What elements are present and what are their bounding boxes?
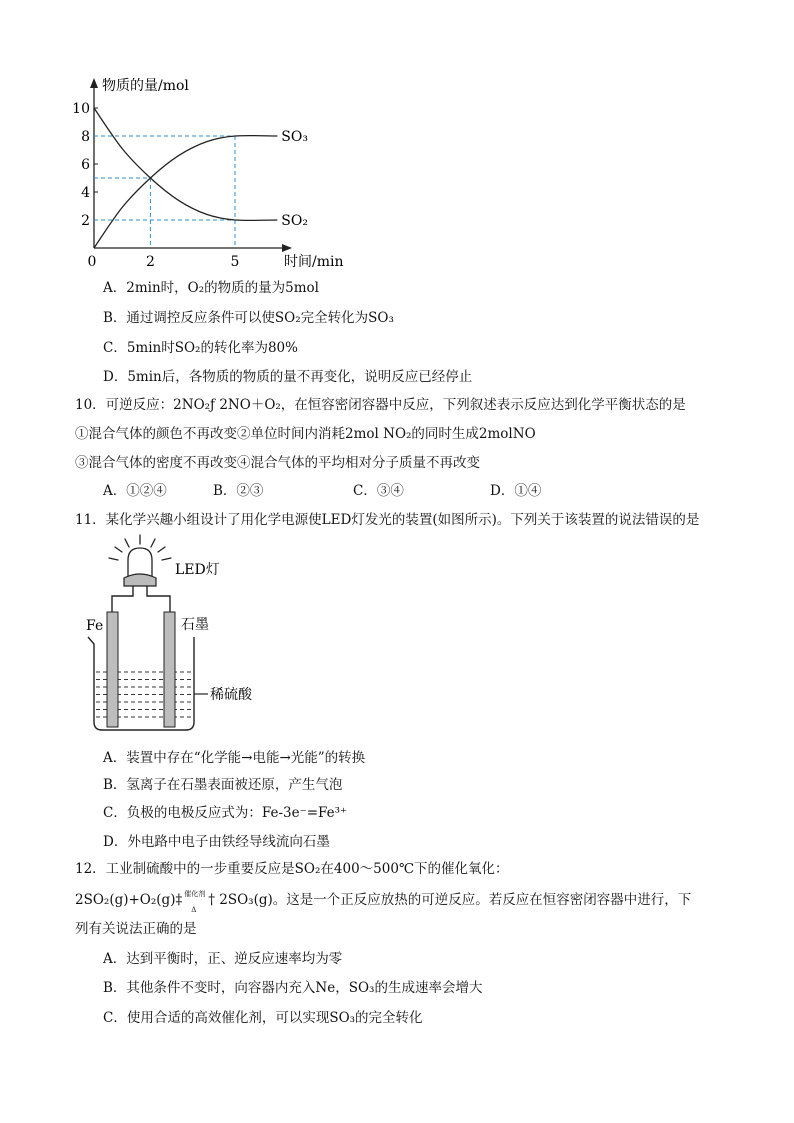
iron-electrode: [107, 612, 118, 727]
graphite-label: 石墨: [181, 617, 209, 633]
q12-option-b: B．其他条件不变时，向容器内充入Ne，SO₃的生成速率会增大: [103, 980, 483, 996]
q12-option-c: C．使用合适的高效催化剂，可以实现SO₃的完全转化: [103, 1010, 423, 1026]
q11-option-d: D．外电路中电子由铁经导线流向石墨: [103, 834, 330, 850]
q9-option-d: D．5min后，各物质的物质的量不再变化，说明反应已经停止: [103, 369, 473, 385]
x-tick-label: 0: [87, 254, 97, 270]
q9-option-c: C．5min时SO₂的转化率为80%: [103, 340, 298, 356]
y-tick-label: 4: [81, 185, 90, 201]
q11-option-c: C．负极的电极反应式为：Fe-3e⁻=Fe³⁺: [103, 805, 348, 821]
q10-option-d: D．①④: [490, 483, 542, 499]
q10-option-b: B．②③: [213, 483, 264, 499]
q9-option-a: A．2min时，O₂的物质的量为5mol: [103, 280, 319, 296]
acid-label: 稀硫酸: [210, 687, 252, 703]
so3-curve: [94, 136, 277, 248]
q12-equation-line: [75, 890, 692, 914]
q9-option-b: B．通过调控反应条件可以使SO₂完全转化为SO₃: [103, 310, 394, 326]
so2-label: SO₂: [281, 213, 308, 229]
graphite-electrode: [164, 612, 175, 727]
q11-stem: 11．某化学兴趣小组设计了用化学电源使LED灯发光的装置(如图所示)。下列关于该装置的说法错误的是: [75, 512, 700, 528]
q10-statement-1: ①混合气体的颜色不再改变②单位时间内消耗2mol NO₂的同时生成2molNO: [75, 426, 536, 442]
so2-curve: [94, 108, 277, 220]
x-axis-arrow: [282, 244, 292, 252]
q12-option-a: A．达到平衡时，正、逆反应速率均为零: [103, 951, 343, 967]
y-tick-label: 8: [81, 129, 90, 145]
q12-equation-left: 2SO₂(g)+O₂(g)‡: [75, 892, 183, 908]
y-tick-label: 10: [72, 101, 90, 117]
led-label: LED灯: [175, 562, 220, 578]
y-tick-label: 2: [81, 213, 90, 229]
q10-statement-2: ③混合气体的密度不再改变④混合气体的平均相对分子质量不再改变: [75, 455, 480, 471]
q12-stem-continued: 列有关说法正确的是: [75, 921, 197, 937]
amount-time-chart: [0, 0, 794, 280]
q11-option-b: B．氢离子在石墨表面被还原，产生气泡: [103, 777, 343, 793]
q10-option-c: C．③④: [353, 483, 404, 499]
y-axis-arrow: [90, 78, 98, 88]
led-battery-diagram: [80, 532, 380, 742]
q12-heat: Δ: [191, 906, 197, 914]
wire-right: [147, 586, 170, 612]
q11-option-a: A．装置中存在“化学能→电能→光能”的转换: [103, 750, 366, 766]
x-axis-label: 时间/min: [284, 254, 344, 270]
q12-stem: 12．工业制硫酸中的一步重要反应是SO₂在400～500℃下的催化氧化：: [75, 861, 509, 877]
beaker: [88, 637, 194, 730]
fe-label: Fe: [86, 618, 104, 634]
y-axis-label: 物质的量/mol: [102, 78, 189, 94]
led-base: [124, 574, 156, 586]
q12-catalyst: 催化剂: [184, 890, 206, 898]
led-bulb: [128, 548, 152, 577]
q12-equation-right: † 2SO₃(g)。这是一个正反应放热的可逆反应。若反应在恒容密闭容器中进行，下: [208, 892, 692, 908]
q10-options: [0, 482, 794, 500]
q10-stem: 10．可逆反应：2NO₂ƒ 2NO＋O₂，在恒容密闭容器中反应，下列叙述表示反应达到化学平衡状态的是: [75, 397, 686, 413]
y-tick-label: 6: [81, 157, 90, 173]
q12-condition: [182, 890, 208, 914]
x-tick-label: 5: [230, 254, 240, 270]
x-tick-label: 2: [145, 254, 155, 270]
so3-label: SO₃: [281, 129, 308, 145]
q10-option-a: A．①②④: [103, 483, 167, 499]
wire-left: [112, 586, 133, 612]
